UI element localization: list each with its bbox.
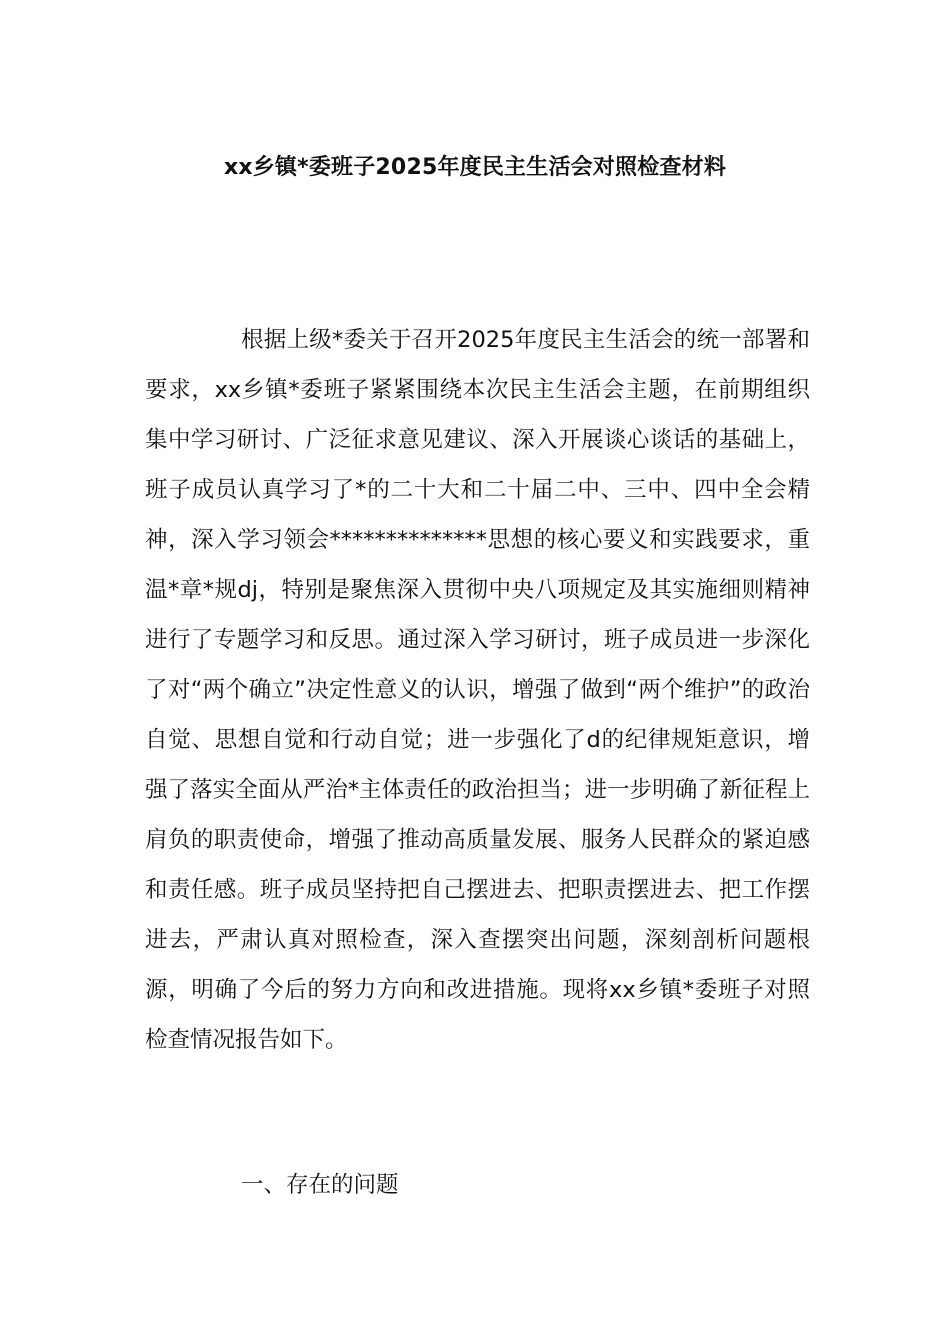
document-title: xx乡镇*委班子2025年度民主生活会对照检查材料 bbox=[223, 155, 727, 180]
section-heading-problems: 一、存在的问题 bbox=[241, 1172, 399, 1198]
intro-paragraph: 根据上级*委关于召开2025年度民主生活会的统一部署和要求，xx乡镇*委班子紧紧围绕本次民主生活会主题，在前期组织集中学习研讨、广泛征求意见建议、深入开展谈心谈话的基础上，班子成员认真学习了*的二十大和二十届二中、三中、四中全会精神，深入学习领会**************思想的核心要义和实践要求，重温*章*规dj，特别是聚焦深入贯彻中央八项规定及其实施细则精神进行了专题学习和反思。通过深入学习研讨，班子成员进一步深化了对“两个确立”决定性意义的认识，增强了做到“两个维护”的政治自觉、思想自觉和行动自觉；进一步强化了d的纪律规矩意识，增强了落实全面从严治*主体责任的政治担当；进一步明确了新征程上肩负的职责使命，增强了推动高质量发展、服务人民群众的紧迫感和责任感。班子成员坚持把自己摆进去、把职责摆进去、把工作摆进去，严肃认真对照检查，深入查摆突出问题，深刻剖析问题根源，明确了今后的努力方向和改进措施。现将xx乡镇*委班子对照检查情况报告如下。 bbox=[145, 327, 810, 1053]
